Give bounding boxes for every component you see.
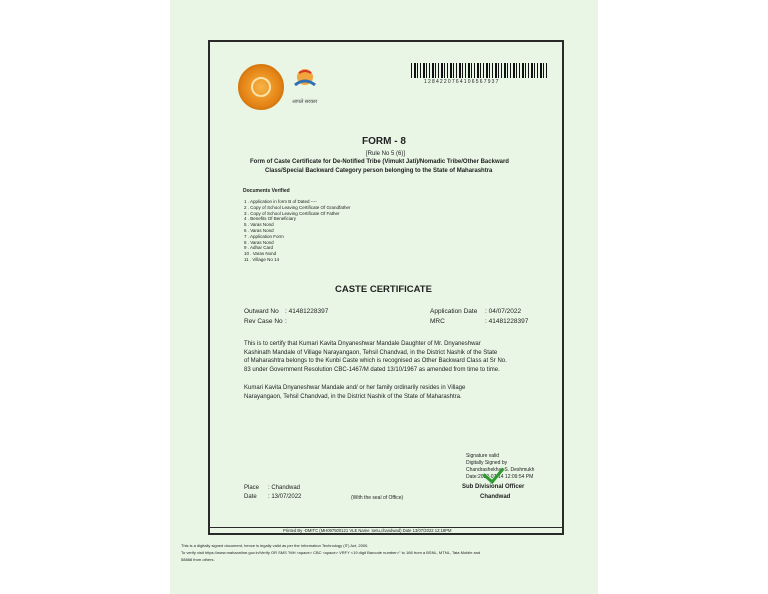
barcode bbox=[411, 63, 549, 78]
paragraph-line: 83 under Government Resolution CBC-1467/M dated 13/10/1967 as amended from time to time. bbox=[244, 366, 500, 373]
office-name: Chandwad bbox=[480, 494, 511, 500]
certification-paragraph bbox=[244, 340, 507, 374]
document-item: 3 . Copy of School Leaving Certificate Of Father bbox=[244, 210, 340, 216]
outward-label: Outward No bbox=[244, 308, 279, 315]
aaple-sarkar-logo bbox=[289, 67, 321, 95]
signer-name: Chandrashekhar S. Deshmukh bbox=[466, 467, 535, 473]
digital-validity-note bbox=[181, 542, 480, 563]
rev-case-label: Rev Case No bbox=[244, 318, 283, 325]
paragraph-line: Kashinath Mandale of Village Narayangaon, Tehsil Chandvad, in the District Nashik of the State bbox=[244, 349, 498, 356]
paragraph-line: This is to certify that Kumari Kavita Dnyaneshwar Mandale Daughter of Mr. Dnyaneshwar bbox=[244, 341, 481, 347]
document-item: 5 . Varas Nond bbox=[244, 222, 274, 228]
mrc-label: MRC bbox=[430, 318, 445, 325]
signature-valid-text: Signature valid bbox=[466, 453, 500, 459]
place-value: : Chandwad bbox=[268, 485, 301, 491]
document-item: 8 . Varas Nond bbox=[244, 239, 274, 245]
document-item: 6 . Varas Nond bbox=[244, 227, 274, 233]
note-line: To verify visit https://www.mahaonline.gov.in/Verify OR SMS "MH <space> CBC <space> VRFY <19 digit Barcode number>" to 166 from a BSNL, MTNL, Tata Mobile and bbox=[181, 550, 481, 555]
rev-case-value: : bbox=[285, 318, 287, 325]
officer-title: Sub Divisional Officer bbox=[462, 484, 525, 490]
document-item: 4 . Benefits Of Beneficiary bbox=[244, 216, 297, 222]
outward-value: : 41481228397 bbox=[285, 308, 329, 315]
paragraph-line: of Maharashtra belongs to the Kunbi Caste which is recognised as Other Backward Class at Sr No. bbox=[244, 358, 507, 364]
documents-heading: Documents Verified bbox=[243, 188, 290, 194]
signed-by-text: Digitally Signed by bbox=[466, 460, 508, 466]
date-value: : 13/07/2022 bbox=[268, 494, 302, 500]
date-label: Date bbox=[244, 494, 257, 500]
barcode-number: 1284220764106567937 bbox=[424, 79, 500, 85]
certificate-heading: CASTE CERTIFICATE bbox=[335, 284, 432, 295]
document-item: 9 . Adhar Card bbox=[244, 245, 274, 251]
paragraph-line: Narayangaon, Tehsil Chandvad, in the District Nashik of the State of Maharashtra. bbox=[244, 393, 462, 400]
logo-caption: आपले सरकार bbox=[292, 99, 318, 105]
maharashtra-seal-logo bbox=[238, 64, 284, 110]
place-label: Place bbox=[244, 485, 260, 491]
form-rule: [Rule No 5 (6)] bbox=[366, 151, 406, 157]
printed-by-text: Printed By -DMITC (MH097500121 VLE Name :setu,chandwad) Date 13/07/2022 12:18PM bbox=[283, 528, 452, 533]
form-subtitle-line2: Class/Special Backward Category person belonging to the State of Maharashtra bbox=[265, 168, 493, 174]
document-item: 7 . Application Form bbox=[244, 233, 284, 239]
note-line: 58888 from others. bbox=[181, 557, 215, 562]
form-subtitle-line1: Form of Caste Certificate for De-Notified Tribe (Vimukt Jati)/Nomadic Tribe/Other Backward bbox=[250, 159, 509, 165]
document-item: 1 . Application in form B of Dated ---- bbox=[244, 199, 317, 204]
residence-paragraph bbox=[244, 384, 465, 401]
document-item: 11 . Village No 14 bbox=[244, 256, 280, 262]
application-date-value: : 04/07/2022 bbox=[485, 308, 522, 315]
note-line: This is a digitally signed document, hence is legally valid as per the Information Technology (IT) Act, 2000. bbox=[181, 543, 369, 548]
documents-list bbox=[244, 199, 351, 263]
signature-date: Date:2022-07-14 12:09:54 PM bbox=[466, 474, 534, 480]
application-date-label: Application Date bbox=[430, 308, 478, 315]
form-title: FORM - 8 bbox=[362, 136, 406, 147]
document-item: 2 . Copy of School Leaving Certificate Of Grandfather bbox=[244, 204, 351, 210]
seal-note: (With the seal of Office) bbox=[351, 495, 404, 501]
mrc-value: : 41481228397 bbox=[485, 318, 529, 325]
paragraph-line: Kumari Kavita Dnyaneshwar Mandale and/ or her family ordinarily resides in Village bbox=[244, 385, 466, 391]
document-item: 10 . Varas Nond bbox=[244, 251, 277, 257]
